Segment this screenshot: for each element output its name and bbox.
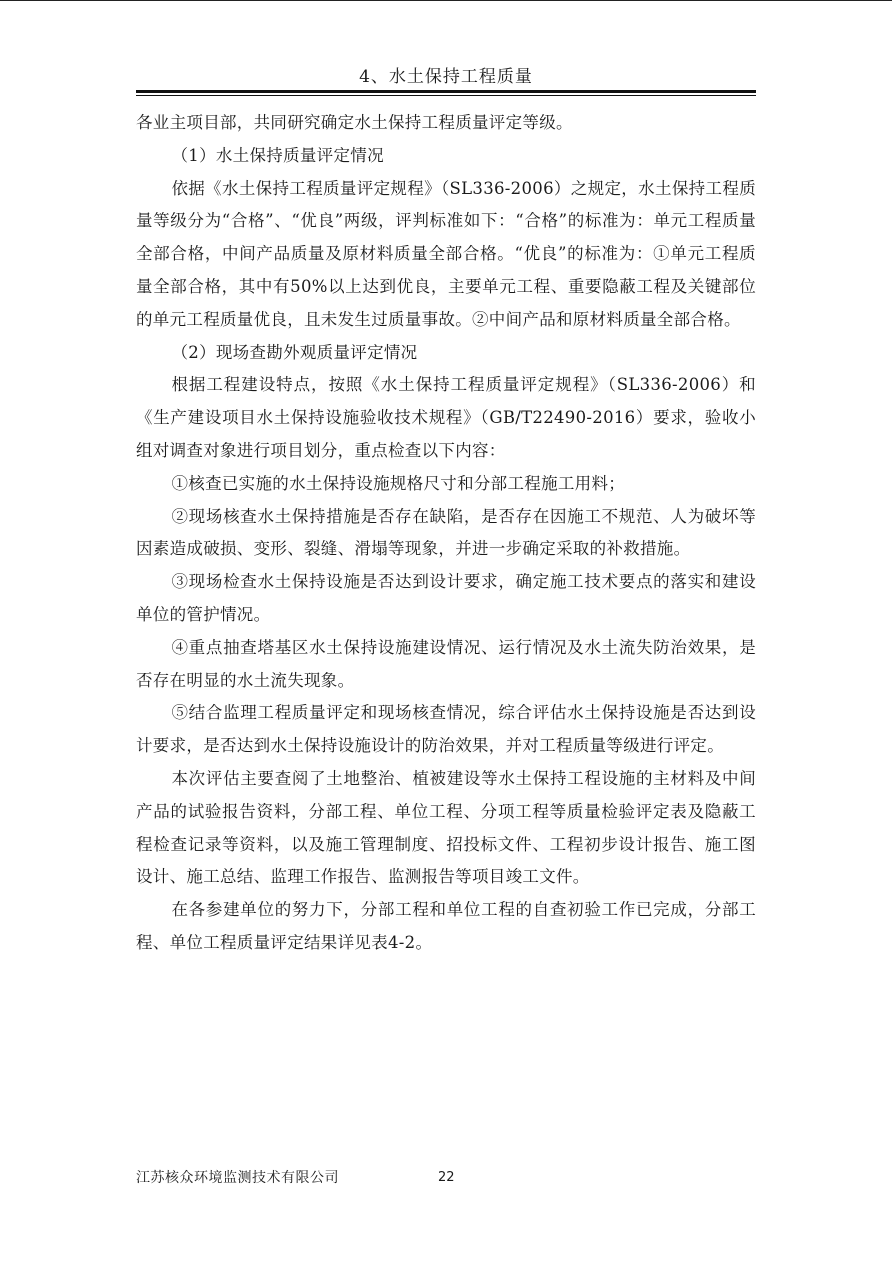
paragraph-continuation: 各业主项目部，共同研究确定水土保持工程质量评定等级。 xyxy=(136,113,573,132)
footer-page-number: 22 xyxy=(438,1170,455,1185)
page-top-border xyxy=(0,0,892,1)
header-rule-thick xyxy=(136,90,756,93)
inspection-item-5: ⑤结合监理工程质量评定和现场核查情况，综合评估水土保持设施是否达到设计要求，是否达到水土保持设施设计的防治效果，并对工程质量等级进行评定。 xyxy=(136,703,756,756)
inspection-item-4: ④重点抽查塔基区水土保持设施建设情况、运行情况及水土流失防治效果，是否存在明显的水土流失现象。 xyxy=(136,637,756,690)
header-rule-thin xyxy=(136,95,756,96)
section-heading-site-inspection: （2）现场查勘外观质量评定情况 xyxy=(171,342,418,362)
inspection-item-1: ①核查已实施的水土保持设施规格尺寸和分部工程施工用料； xyxy=(171,473,626,493)
paragraph-inspection-basis: 根据工程建设特点，按照《水土保持工程质量评定规程》（SL336-2006）和《生产建设项目水土保持设施验收技术规程》（GB/T22490-2016）要求，验收小组对调查对象进行项目划分，重点检查以下内容： xyxy=(136,375,756,460)
section-heading-quality-assessment: （1）水土保持质量评定情况 xyxy=(171,145,384,165)
inspection-item-3: ③现场检查水土保持设施是否达到设计要求，确定施工技术要点的落实和建设单位的管护情况。 xyxy=(136,572,756,624)
inspection-item-2: ②现场核查水土保持措施是否存在缺陷，是否存在因施工不规范、人为破坏等因素造成破损、变形、裂缝、滑塌等现象，并进一步确定采取的补救措施。 xyxy=(136,506,756,559)
running-header-title: 4、水土保持工程质量 xyxy=(359,67,533,87)
paragraph-conclusion: 在各参建单位的努力下，分部工程和单位工程的自查初验工作已完成，分部工程、单位工程质量评定结果详见表4-2。 xyxy=(136,900,756,952)
footer-company-name: 江苏核众环境监测技术有限公司 xyxy=(136,1170,339,1186)
paragraph-documents-reviewed: 本次评估主要查阅了土地整治、植被建设等水土保持工程设施的主材料及中间产品的试验报告资料，分部工程、单位工程、分项工程等质量检验评定表及隐蔽工程检查记录等资料，以及施工管理制度、招投标文件、工程初步设计报告、施工图设计、施工总结、监理工作报告、监测报告等项目竣工文件。 xyxy=(136,768,756,887)
document-body xyxy=(136,107,756,960)
paragraph-grading-standard: 依据《水土保持工程质量评定规程》（SL336-2006）之规定，水土保持工程质量等级分为“合格”、“优良”两级，评判标准如下：“合格”的标准为：单元工程质量全部合格，中间产品质量及原材料质量全部合格。“优良”的标准为：①单元工程质量全部合格，其中有50%以上达到优良，主要单元工程、重要隐蔽工程及关键部位的单元工程质量优良，且未发生过质量事故。②中间产品和原材料质量全部合格。 xyxy=(136,178,756,329)
